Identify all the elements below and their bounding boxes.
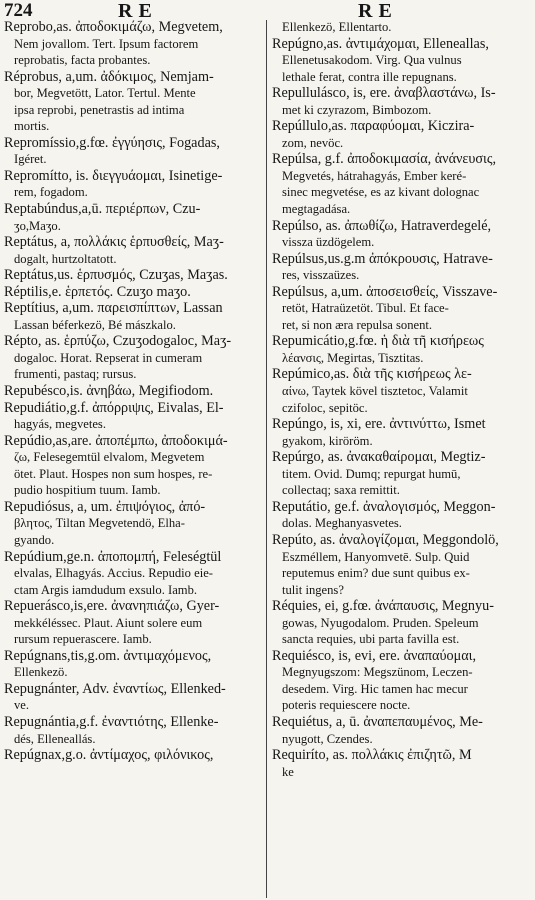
entry-line: dogaloc. Horat. Repserat in cumeram: [14, 350, 203, 365]
entry-headword-line: Repúgnans,tis,g.om. ἀντιμαχόμενος,: [4, 647, 212, 664]
entry-line: dogalt, hurtzoltatott.: [14, 251, 117, 266]
entry-line: reprobatis, facta probantes.: [14, 53, 151, 68]
entry-line: pudio hospitium tuum. Iamb.: [14, 483, 161, 498]
entry-line: gyakom, kiröröm.: [282, 433, 373, 448]
entry-line: Lassan béferkezö, Bé mászkalo.: [14, 317, 176, 332]
column-divider: [266, 20, 267, 898]
running-head-right: RE: [358, 0, 398, 22]
entry-line: titem. Ovid. Dumq; repurgat humū,: [282, 466, 461, 481]
entry-line: αίνω, Taytek kövel tisztetoc, Valamit: [282, 384, 468, 399]
entry-line: megtagadása.: [282, 202, 351, 217]
entry-line: gyando.: [14, 532, 55, 547]
entry-headword-line: Repúlsus,us.g.m ἀπόκρουσις, Hatrave-: [272, 250, 493, 267]
entry-line: lethale ferat, contra ille repugnans.: [282, 69, 457, 84]
entry-headword-line: Réptilis,e. ἑρπετός. Czuʒo maʒo.: [4, 283, 191, 300]
entry-headword-line: Reptátus,us. ἑρπυσμός, Czuʒas, Maʒas.: [4, 267, 228, 284]
entry-line: vissza üzdögelem.: [282, 235, 375, 250]
entry-headword-line: Reprobo,as. ἀποδοκιμάζω, Megvetem,: [4, 19, 223, 35]
entry-headword-line: Repúgno,as. ἀντιμάχομαι, Elleneallas,: [272, 35, 489, 52]
entry-headword-line: Reptátus, a, πολλάκις ἑρπυσθείς, Maʒ-: [4, 234, 224, 251]
entry-line: zom, nevöc.: [282, 135, 344, 150]
entry-line: retöt, Hatraüzetöt. Tibul. Et face-: [282, 301, 449, 316]
entry-line: czifoloc, sepitöc.: [282, 400, 368, 415]
page-number: 724: [4, 0, 33, 21]
entry-line: ctam Argis iamdudum exsulo. Iamb.: [14, 582, 198, 597]
entry-line: ʒo,Maʒo.: [14, 218, 61, 233]
entry-line: Igéret.: [14, 152, 47, 167]
entry-line: Megvetés, hátrahagyás, Ember keré-: [282, 168, 467, 183]
entry-line: bor, Megvetött, Lator. Tertul. Mente: [14, 86, 196, 101]
entry-headword-line: Repugnánter, Adv. ἐναντίως, Ellenked-: [4, 680, 226, 697]
entry-line: Nem jovallom. Tert. Ipsum factorem: [14, 36, 199, 51]
entry-line: frumenti, pastaq; rursus.: [14, 367, 137, 382]
entry-line: Megnyugszom: Megszünom, Leczen-: [282, 665, 473, 680]
entry-headword-line: Repromíssio,g.fœ. ἐγγύησις, Fogadas,: [4, 134, 220, 151]
entry-headword-line: Réprobus, a,um. ἀδόκιμος, Nemjam-: [4, 68, 214, 85]
entry-line: mekkéléssec. Plaut. Aiunt solere eum: [14, 615, 203, 630]
entry-line: sancta requies, ubi parta favilla est.: [282, 632, 460, 647]
entry-line: rem, fogadom.: [14, 185, 88, 200]
entry-headword-line: Repugnántia,g.f. ἐναντιότης, Ellenke-: [4, 713, 219, 730]
entry-headword-line: Repuerásco,is,ere. ἀνανηπιάζω, Gyer-: [4, 598, 220, 615]
entry-headword-line: Repúrgo, as. ἀνακαθαίρομαι, Megtiz-: [272, 449, 486, 466]
entry-headword-line: Requiésco, is, evi, ere. ἀναπαύομαι,: [272, 647, 476, 664]
left-column: [4, 19, 262, 764]
entry-headword-line: Repúllulo,as. παραφύομαι, Kiczira-: [272, 118, 475, 135]
entry-line: rursum repuerascere. Iamb.: [14, 632, 152, 647]
entry-line: ke: [282, 764, 294, 779]
entry-headword-line: Repúto, as. ἀναλογίζομαι, Meggondolö,: [272, 531, 499, 548]
entry-headword-line: Repudiósus, a, um. ἐπιψόγιος, ἀπό-: [4, 498, 206, 515]
entry-headword-line: Repúlsus, a,um. ἀποσεισθείς, Visszave-: [272, 283, 498, 300]
entry-headword-line: Repubésco,is. ἀνηβάω, Megifiodom.: [4, 383, 214, 400]
entry-headword-line: Repromítto, is. διεγγυάομαι, Isinetige-: [4, 167, 223, 184]
entry-line: desedem. Virg. Hic tamen hac mecur: [282, 681, 468, 696]
entry-line: ret, si non æra repulsa sonent.: [282, 317, 433, 332]
entry-line: nyugott, Czendes.: [282, 731, 373, 746]
entry-line: elvalas, Elhagyás. Accius. Repudio eie-: [14, 566, 213, 581]
entry-headword-line: Requiétus, a, ū. ἀναπεπαυμένος, Me-: [272, 713, 483, 730]
entry-line: ötet. Plaut. Hospes non sum hospes, re-: [14, 466, 213, 481]
entry-headword-line: Reputátio, ge.f. ἀναλογισμός, Meggon-: [272, 498, 496, 515]
entry-headword-line: Repúlso, as. ἀπωθίζω, Hatraverdegelé,: [272, 217, 492, 234]
entry-line: met ki czyrazom, Bimbozom.: [282, 102, 432, 117]
entry-headword-line: Repúmico,as. διὰ τῆς κισήρεως λε-: [272, 366, 472, 383]
entry-line: hagyás, megvetes.: [14, 417, 106, 432]
entry-line: dolas. Meghanyasvetes.: [282, 516, 402, 531]
entry-line: gowas, Nyugodalom. Pruden. Speleum: [282, 615, 479, 630]
entry-headword-line: Repúngo, is, xi, ere. ἀντινύττω, Ismet: [272, 416, 486, 433]
entry-headword-line: Repúdium,ge.n. ἀποπομπή, Feleségtül: [4, 548, 222, 565]
entry-line: Ellenkezö.: [14, 665, 68, 680]
entry-line: mortis.: [14, 119, 50, 134]
entry-line: tulit ingens?: [282, 582, 344, 597]
entry-headword-line: Repúgnax,g.o. ἀντίμαχος, φιλόνικος,: [4, 747, 214, 764]
entry-line: ve.: [14, 698, 30, 713]
entry-line: Ellenetusakodom. Virg. Qua vulnus: [282, 53, 462, 68]
right-column: [272, 19, 530, 780]
entry-line: poteris requiescere nocte.: [282, 698, 411, 713]
entry-headword-line: Repúlsa, g.f. ἀποδοκιμασία, ἀνάνευσις,: [272, 151, 497, 168]
entry-line: ipsa reprobi, penetrastis ad intima: [14, 102, 185, 117]
entry-headword-line: Repumicátio,g.fœ. ἡ διὰ τῆ κισήρεως: [272, 333, 484, 350]
entry-line: collectaq; saxa remittit.: [282, 483, 400, 498]
entry-headword-line: Repullulásco, is, ere. ἀναβλαστάνω, Is-: [272, 85, 496, 102]
entry-line: ζω, Felesegemtül elvalom, Megvetem: [14, 450, 205, 465]
entry-line: res, visszaüzes.: [282, 268, 360, 283]
entry-headword-line: Répto, as. ἑρπύζω, Czuʒodogaloc, Maʒ-: [4, 333, 232, 350]
entry-headword-line: Repudiátio,g.f. ἀπόρριψις, Eivalas, El-: [4, 399, 224, 416]
running-head-left: RE: [118, 0, 158, 22]
entry-line: Eszméllem, Hanyomvetē. Sulp. Quid: [282, 549, 470, 564]
entry-headword-line: Repúdio,as,are. ἀποπέμπω, ἀποδοκιμά-: [4, 432, 228, 449]
entry-line: reputemus enim? due sunt quibus ex-: [282, 566, 470, 581]
entry-headword-line: Réquies, ei, g.fœ. ἀνάπαυσις, Megnyu-: [272, 598, 494, 615]
entry-line: sinec megvetése, es az kivant dolognac: [282, 185, 480, 200]
entry-headword-line: Reptabúndus,a,ū. περιέρπων, Czu-: [4, 201, 201, 218]
entry-line: dés, Elleneallás.: [14, 731, 96, 746]
entry-headword-line: Requiríto, as. πολλάκις ἐπιζητῶ, M: [272, 747, 472, 764]
entry-line: λέανσις, Megirtas, Tisztitas.: [282, 350, 424, 365]
entry-line: Ellenkezö, Ellentarto.: [282, 20, 392, 34]
entry-headword-line: Reptítius, a,um. παρεισπίπτων, Lassan: [4, 300, 223, 317]
entry-line: βλητος, Tiltan Megvetendö, Elha-: [14, 516, 185, 531]
